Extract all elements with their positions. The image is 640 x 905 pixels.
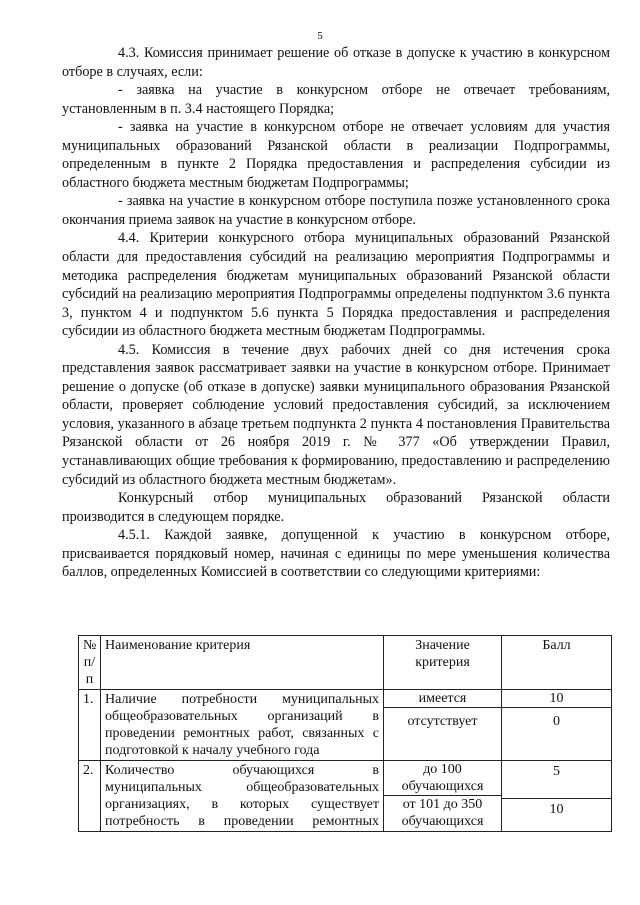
ball-cell: 10 (549, 802, 564, 817)
paragraph-4-3: 4.3. Комиссия принимает решение об отказе в допуске к участию в конкурсном отборе в случаях, если: (62, 45, 610, 80)
row-values (384, 761, 502, 832)
criterion-line: Наличие потребности муниципальных (105, 692, 379, 707)
table-row (79, 690, 612, 761)
ball-cell: 10 (502, 690, 611, 708)
document-body (62, 44, 610, 582)
ball-cell: 5 (502, 761, 611, 799)
row-balls (502, 761, 612, 832)
row-criterion-name (101, 690, 384, 761)
header-ball: Балл (502, 636, 612, 690)
paragraph-4-5: 4.5. Комиссия в течение двух рабочих дней со дня истечения срока представления заявок рассматривает заявки на участие в конкурсном отборе. Принимает решение о допуске (об отказе в допуске) заявки муниципального образования Рязанской области, проверяет соблюдение условий предоставления субсидий, за исключением условия, указанного в абзаце третьем подпункта 2 пункта 4 постановления Правительства Рязанской области от 26 ноября 2019 г. № 377 «Об утверждении Правил, устанавливающих общие требования к формированию, предоставлению и распределению субсидий из областного бюджета местным бюджетам». (62, 341, 610, 488)
bullet-conditions: - заявка на участие в конкурсном отборе не отвечает условиям для участия муниципальных образований Рязанской области в реализации Подпрограммы, определенным в пункте 2 Порядка предоставления и распределения субсидии из областного бюджета местным бюджетам Подпрограммы; (62, 119, 610, 191)
criterion-line: муниципальных общеобразовательных (105, 780, 379, 795)
header-name: Наименование критерия (101, 636, 384, 690)
criterion-line: организациях, в которых существует (105, 797, 379, 812)
row-balls (502, 690, 612, 761)
table-header-row (79, 636, 612, 690)
value-cell: от 101 до 350 обучающихся (401, 797, 484, 829)
value-cell: имеется (384, 690, 501, 708)
value-cell: отсутствует (407, 714, 478, 729)
header-value: Значение критерия (384, 636, 502, 690)
criteria-table (78, 635, 612, 832)
row-num: 1. (79, 690, 101, 761)
row-criterion-name (101, 761, 384, 832)
row-values (384, 690, 502, 761)
paragraph-4-5-1: 4.5.1. Каждой заявке, допущенной к участию в конкурсном отборе, присваивается порядковый номер, начиная с единицы по мере уменьшения количества баллов, определенных Комиссией в соответствии со следующими критериями: (62, 527, 610, 581)
criterion-tail: проведении ремонтных работ, связанных с подготовкой к началу учебного года (105, 726, 379, 758)
bullet-requirements: - заявка на участие в конкурсном отборе не отвечает требованиям, установленным в п. 3.4 настоящего Порядка; (62, 82, 610, 117)
bullet-late-submission: - заявка на участие в конкурсном отборе поступила позже установленного срока окончания приема заявок на участие в конкурсном отборе. (62, 193, 610, 228)
page-number: 5 (317, 30, 323, 42)
paragraph-order: Конкурсный отбор муниципальных образований Рязанской области производится в следующем порядке. (62, 490, 610, 525)
ball-cell: 0 (553, 714, 560, 729)
value-cell: до 100 обучающихся (384, 761, 501, 796)
criterion-line: Количество обучающихся в (105, 763, 379, 778)
criterion-line: потребность в проведении ремонтных (105, 814, 379, 829)
row-num: 2. (79, 761, 101, 832)
table-row (79, 761, 612, 832)
paragraph-4-4: 4.4. Критерии конкурсного отбора муниципальных образований Рязанской области для предоставления субсидий на реализацию мероприятия Подпрограммы и методика распределения бюджетам муниципальных образований Рязанской области субсидий на реализацию мероприятия Подпрограммы определены подпунктом 3.6 пункта 3, пунктом 4 и подпунктом 5.6 пункта 5 Порядка предоставления и распределения субсидии из областного бюджета местным бюджетам Подпрограммы. (62, 230, 610, 340)
header-num: № п/п (79, 636, 101, 690)
criterion-line: общеобразовательных организаций в (105, 709, 379, 724)
